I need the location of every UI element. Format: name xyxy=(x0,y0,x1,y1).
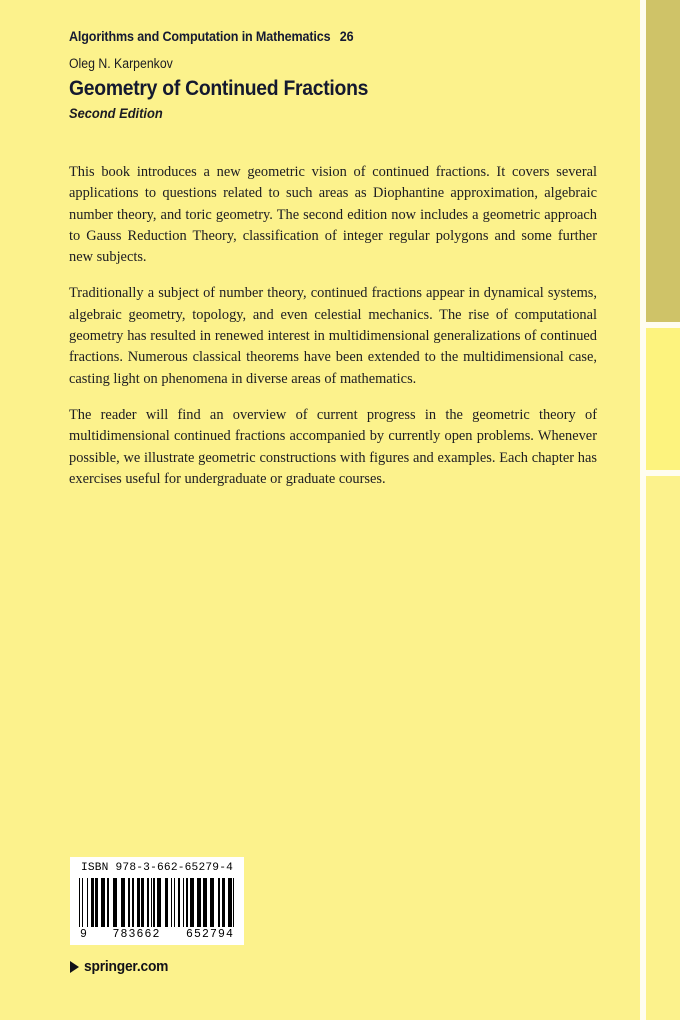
barcode-digit-group-right: 652794 xyxy=(185,928,234,941)
spine-block-yellow-lower xyxy=(646,476,680,1020)
blurb-paragraph: The reader will find an overview of current progress in the geometric theory of multidimensional continued fractions accompanied by currently open problems. Whenever possible, we illustrate geometric constructions with figures and examples. Each chapter has exercises useful for undergraduate or graduate courses. xyxy=(69,406,597,487)
edition-label: Second Edition xyxy=(69,105,163,121)
author-name: Oleg N. Karpenkov xyxy=(69,56,173,71)
blurb-paragraph: Traditionally a subject of number theory, continued fractions appear in dynamical systems, algebraic geometry, topology, and even celestial mechanics. The rise of computational geometry has resulted in renewed interest in multidimensional generalizations of continued fractions. Numerous classical theorems have been extended to the multidimensional case, casting light on phenomena in diverse areas of mathematics. xyxy=(69,285,597,387)
barcode-bars xyxy=(77,878,237,927)
blurb-text-block xyxy=(69,162,597,490)
isbn-barcode xyxy=(70,857,244,945)
springer-logo[interactable] xyxy=(70,959,173,975)
blurb-paragraph: This book introduces a new geometric vision of continued fractions. It covers several applications to questions related to such areas as Diophantine approximation, algebraic number theory, and toric geometry. The second edition now includes a geometric approach to Gauss Reduction Theory, classification of integer regular polygons and some further new subjects. xyxy=(69,164,597,266)
barcode-digit-lead: 9 xyxy=(80,928,87,941)
isbn-text: ISBN 978-3-662-65279-4 xyxy=(80,862,234,874)
barcode-digit-group-left: 783662 xyxy=(112,928,161,941)
barcode-bar xyxy=(233,878,234,927)
cover-header xyxy=(69,29,609,121)
publisher-url: springer.com xyxy=(84,959,169,975)
spine-block-yellow-upper xyxy=(646,328,680,470)
series-number: 26 xyxy=(339,29,354,44)
spine-strip xyxy=(640,0,680,1020)
spine-block-khaki xyxy=(646,0,680,322)
barcode-digits xyxy=(77,928,237,941)
series-line xyxy=(69,29,571,44)
page-title: Geometry of Continued Fractions xyxy=(69,76,369,100)
series-title: Algorithms and Computation in Mathematics xyxy=(69,29,331,44)
play-triangle-icon xyxy=(70,961,79,973)
